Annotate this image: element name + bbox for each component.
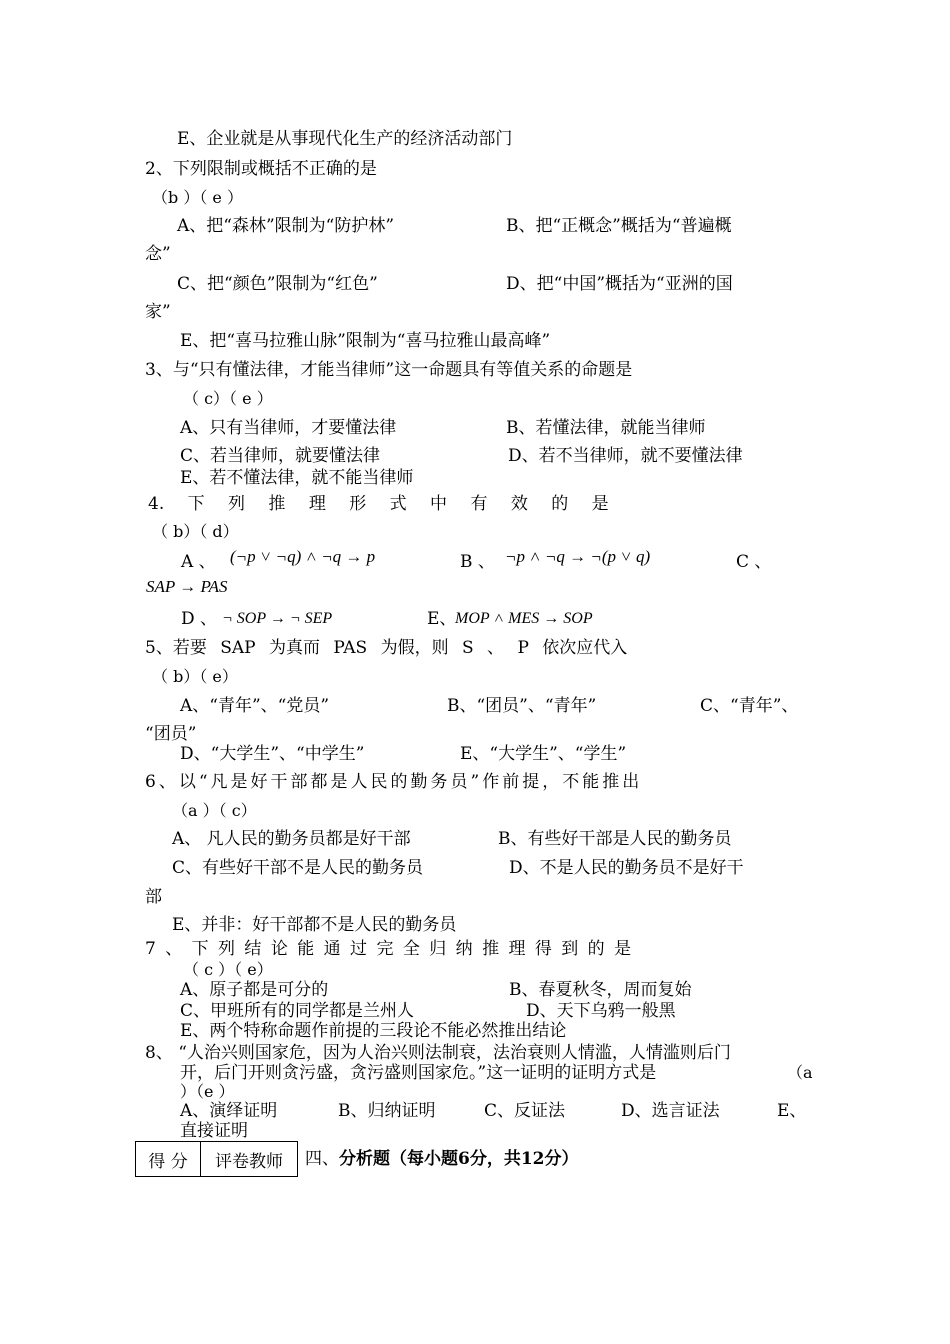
q5-option-a: A、“青年”、“党员” <box>180 696 330 716</box>
q6-option-a: A、 凡人民的勤务员都是好干部 <box>172 829 411 849</box>
q3-answer: （ c）（ e ） <box>183 389 273 408</box>
q6-stem: 6、以“凡是好干部都是人民的勤务员”作前提，不能推出 <box>145 772 643 792</box>
q3-option-c: C、若当律师，就要懂法律 <box>180 446 381 466</box>
q4-option-a-formula: (¬p ˅ ¬q) ˄ ¬q → p <box>230 547 376 566</box>
section-heading <box>305 1151 579 1168</box>
q2-answer: （b ）（ e ） <box>152 188 243 207</box>
q3-option-e: E、若不懂法律，就不能当律师 <box>180 468 414 488</box>
q6-option-c: C、有些好干部不是人民的勤务员 <box>172 858 424 878</box>
q3-option-d: D、若不当律师，就不要懂法律 <box>508 446 743 466</box>
score-table <box>135 1141 298 1177</box>
q4-option-b-formula: ¬p ˄ ¬q → ¬(p ˅ q) <box>505 547 651 566</box>
q6-answer: （a ）（ c） <box>172 801 257 820</box>
section-prefix: 四、 <box>305 1149 339 1169</box>
q6-option-d: D、不是人民的勤务员不是好干 <box>509 858 744 878</box>
q8-option-b: B、归纳证明 <box>338 1101 436 1121</box>
q3-option-b: B、若懂法律，就能当律师 <box>506 418 706 438</box>
q5-answer: （ b）（ e） <box>152 667 238 686</box>
section-title: 分析题（每小题6分，共12分） <box>339 1149 579 1169</box>
q4-option-e-label: E、 <box>427 609 457 629</box>
q8-answer-cont: ）（e ） <box>180 1082 235 1101</box>
q8-option-d: D、选言证法 <box>621 1101 720 1121</box>
q5-option-e: E、“大学生”、“学生” <box>460 744 627 764</box>
q5-option-b: B、“团员”、“青年” <box>447 696 597 716</box>
q1-option-e: E、企业就是从事现代化生产的经济活动部门 <box>177 129 513 149</box>
q5-option-c-cont: “团员” <box>145 724 197 744</box>
q8-stem-cont: 开，后门开则贪污盛，贪污盛则国家危。”这一证明的证明方式是 <box>180 1063 657 1083</box>
q4-option-a-label: A 、 <box>181 552 216 572</box>
q4-option-d-label: D 、 <box>181 609 218 629</box>
q4-option-c-formula: SAP → PAS <box>146 577 228 596</box>
q2-option-d-cont: 家” <box>145 302 171 322</box>
q7-answer: （ c ）（ e） <box>183 960 273 979</box>
q5-stem: 5、若要 SAP 为真而 PAS 为假，则 S 、 P 依次应代入 <box>145 638 628 658</box>
q4-option-e-formula: MOP ˄ MES → SOP <box>455 610 593 627</box>
q4-option-d-formula: ¬ SOP → ¬ SEP <box>222 610 333 627</box>
q5-option-d: D、“大学生”、“中学生” <box>180 744 365 764</box>
q7-option-e: E、两个特称命题作前提的三段论不能必然推出结论 <box>180 1021 567 1041</box>
q6-option-e: E、并非：好干部都不是人民的勤务员 <box>172 915 457 935</box>
q8-option-a: A、演绎证明 <box>180 1101 278 1121</box>
q8-option-e-cont: 直接证明 <box>180 1121 248 1141</box>
q7-option-d: D、天下乌鸦一般黑 <box>526 1001 676 1021</box>
q4-answer: （ b）（ d） <box>152 522 239 541</box>
q8-answer: （a <box>787 1063 813 1082</box>
q4-option-b-label: B 、 <box>460 552 495 572</box>
q8-stem: 8、 “人治兴则国家危，因为人治兴则法制衰，法治衰则人情滥，人情滥则后门 <box>145 1043 731 1063</box>
q6-option-b: B、有些好干部是人民的勤务员 <box>498 829 732 849</box>
q2-option-c: C、把“颜色”限制为“红色” <box>177 274 378 294</box>
q2-option-b: B、把“正概念”概括为“普遍概 <box>506 216 732 236</box>
q5-option-c: C、“青年”、 <box>700 696 799 716</box>
q4-stem: 4. 下 列 推 理 形 式 中 有 效 的 是 <box>148 494 609 514</box>
grader-cell: 评卷教师 <box>201 1142 298 1177</box>
score-cell: 得 分 <box>136 1142 201 1177</box>
q7-option-a: A、原子都是可分的 <box>180 980 329 1000</box>
q6-option-d-cont: 部 <box>145 887 162 907</box>
q2-option-b-cont: 念” <box>145 244 171 264</box>
q7-stem: 7 、 下 列 结 论 能 通 过 完 全 归 纳 推 理 得 到 的 是 <box>145 939 634 959</box>
q2-option-a: A、把“森林”限制为“防护林” <box>177 216 395 236</box>
q7-option-c: C、甲班所有的同学都是兰州人 <box>180 1001 415 1021</box>
q3-stem: 3、与“只有懂法律，才能当律师”这一命题具有等值关系的命题是 <box>145 360 633 380</box>
q8-option-e: E、 <box>777 1101 807 1121</box>
q4-option-c-label: C 、 <box>736 552 772 572</box>
q3-option-a: A、只有当律师，才要懂法律 <box>180 418 397 438</box>
q7-option-b: B、春夏秋冬，周而复始 <box>509 980 692 1000</box>
q8-option-c: C、反证法 <box>484 1101 566 1121</box>
q2-option-d: D、把“中国”概括为“亚洲的国 <box>506 274 733 294</box>
q2-option-e: E、把“喜马拉雅山脉”限制为“喜马拉雅山最高峰” <box>180 331 551 351</box>
q2-stem: 2、下列限制或概括不正确的是 <box>145 159 377 179</box>
